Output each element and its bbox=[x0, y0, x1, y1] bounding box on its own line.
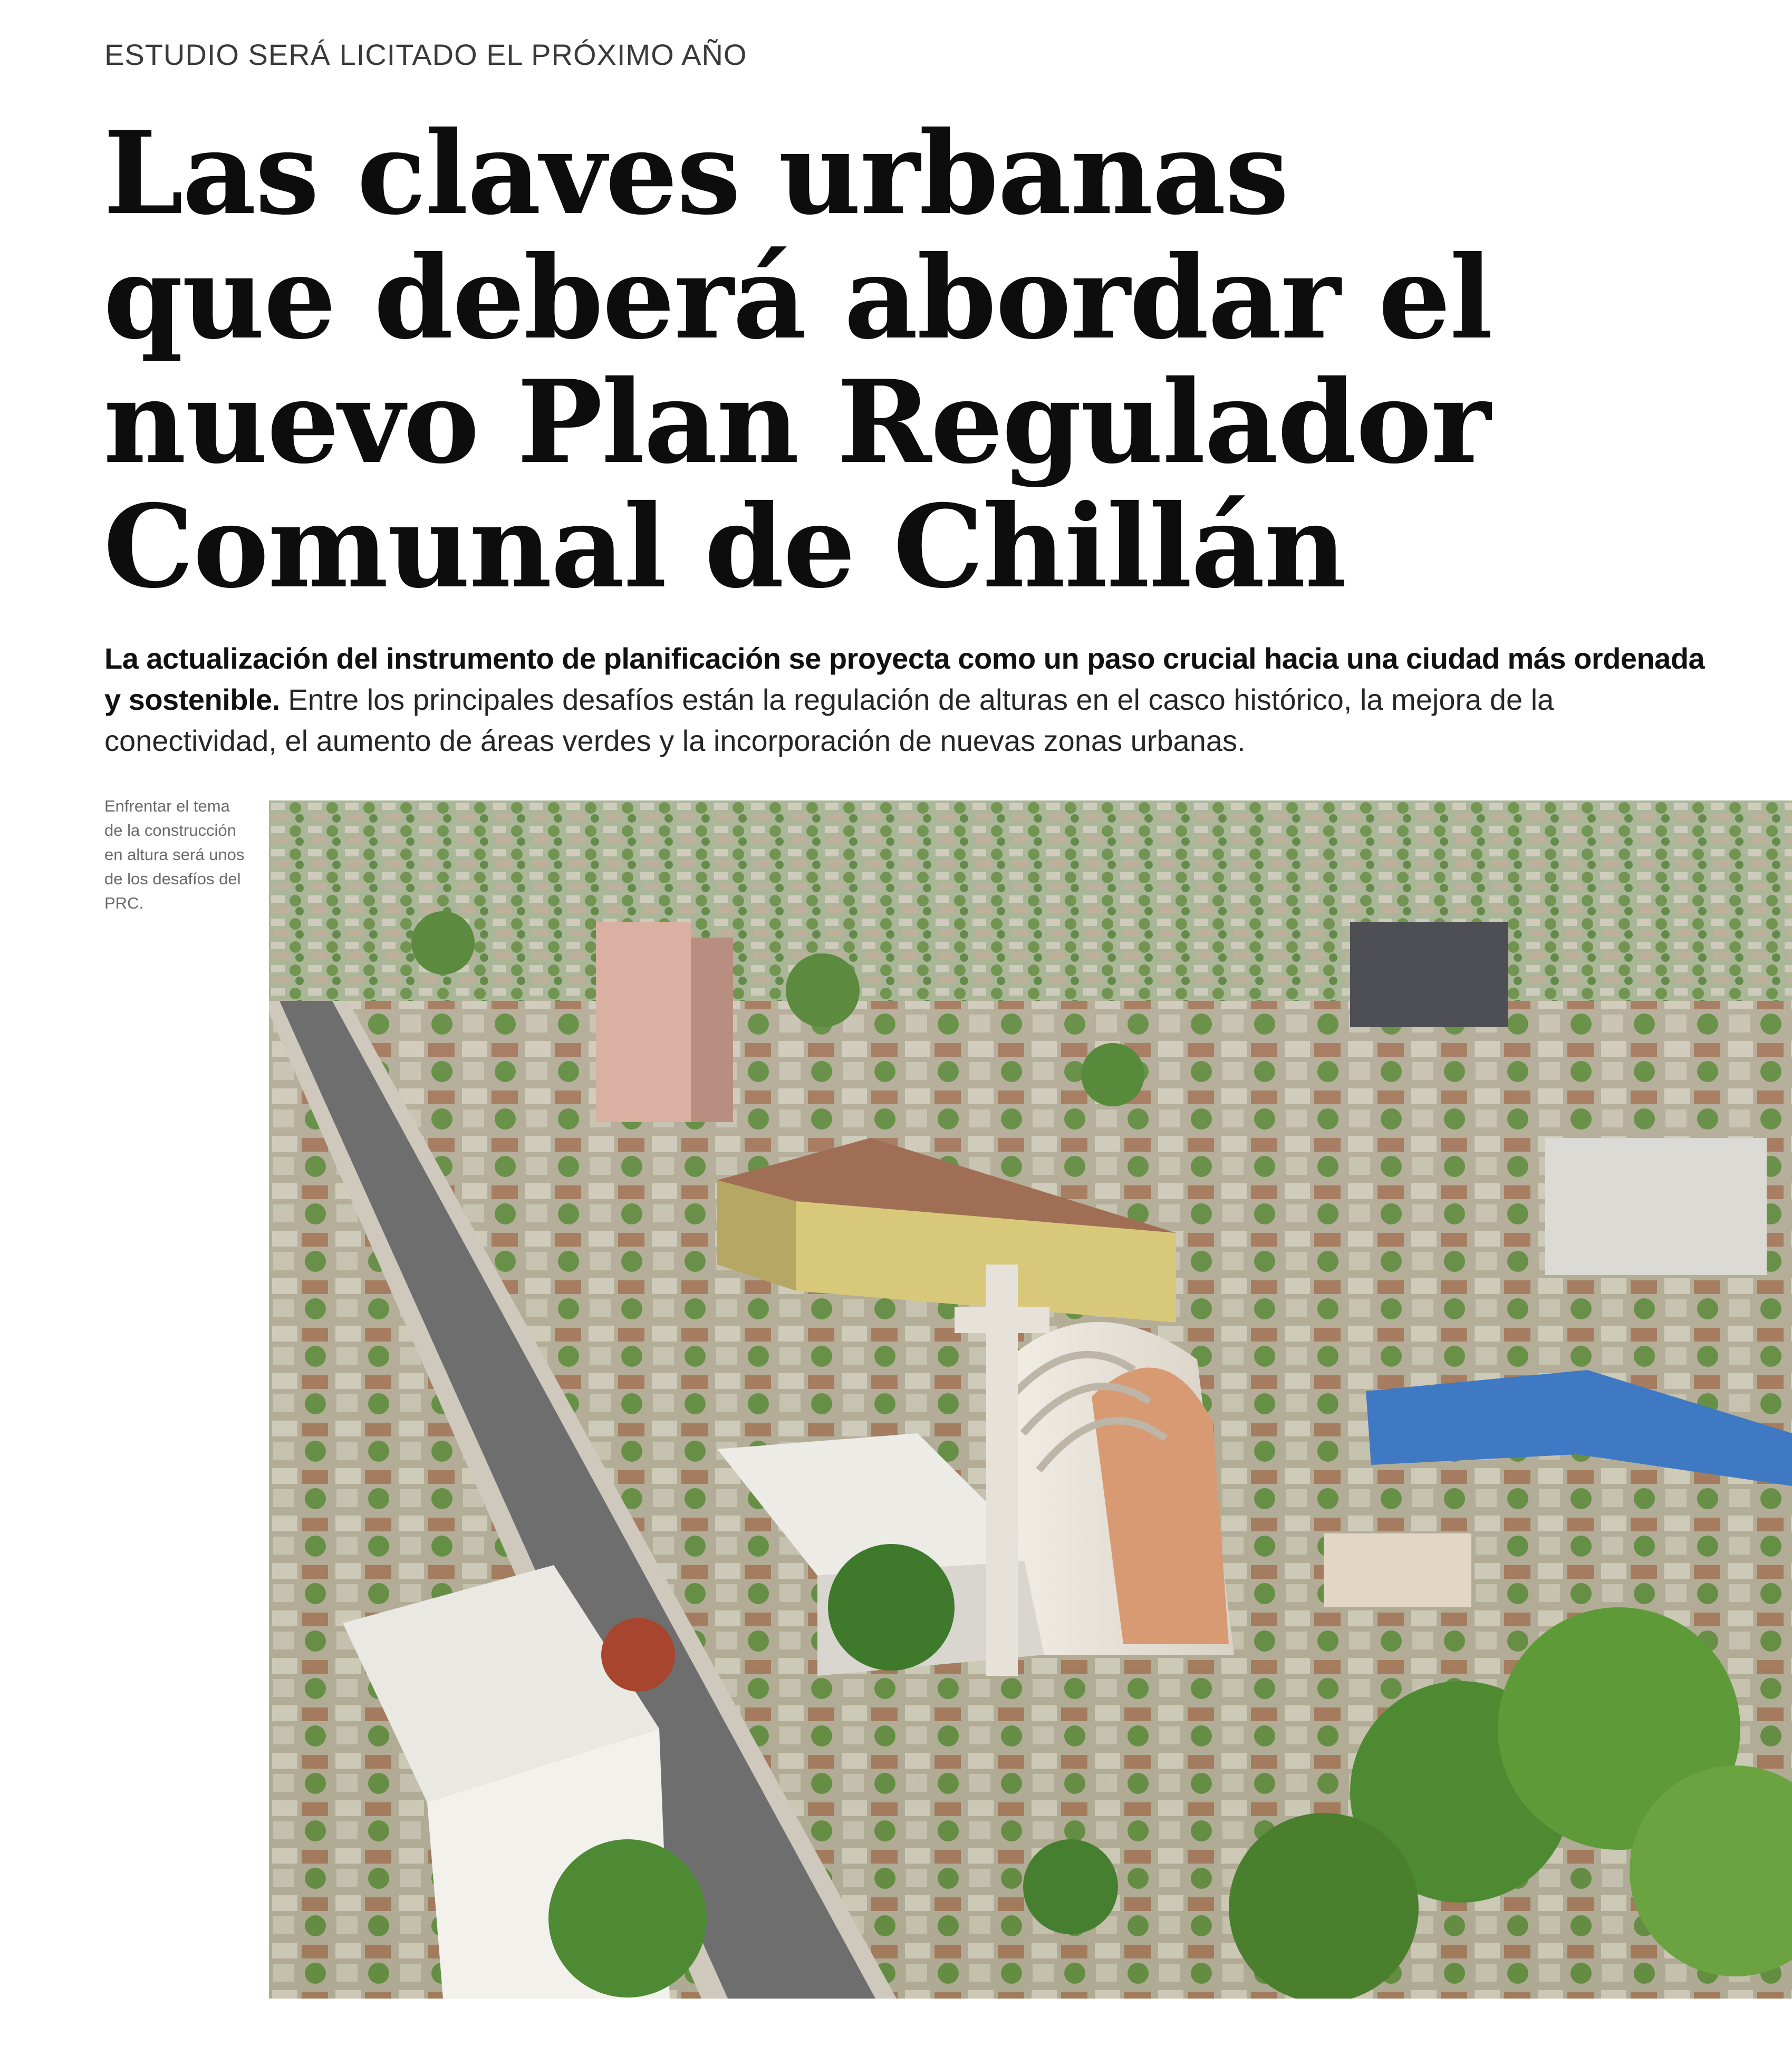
lead-paragraph bbox=[104, 638, 1723, 761]
aerial-photo bbox=[269, 800, 1792, 1999]
headline bbox=[103, 106, 1738, 613]
headline-line-3: nuevo Plan Regulador bbox=[103, 355, 1490, 489]
headline-line-4: Comunal de Chillán bbox=[103, 479, 1346, 613]
photo-caption: Enfrentar el tema de la construcción en altura será unos de los desafíos del PRC. bbox=[104, 797, 245, 912]
lead-bold: La actualización del instrumento de planificación se proyecta como un paso crucial hacia una ciudad más ordenada y sostenible. bbox=[104, 642, 1705, 716]
kicker: ESTUDIO SERÁ LICITADO EL PRÓXIMO AÑO bbox=[104, 38, 747, 71]
lead-text: Entre los principales desafíos están la regulación de alturas en el casco histórico, la mejora de la conectividad, el aumento de áreas verdes y la incorporación de nuevas zonas urbanas. bbox=[104, 683, 1554, 757]
aerial-city-illustration bbox=[269, 800, 1792, 1999]
headline-line-2: que deberá abordar el bbox=[103, 230, 1492, 364]
headline-line-1: Las claves urbanas bbox=[103, 106, 1288, 240]
